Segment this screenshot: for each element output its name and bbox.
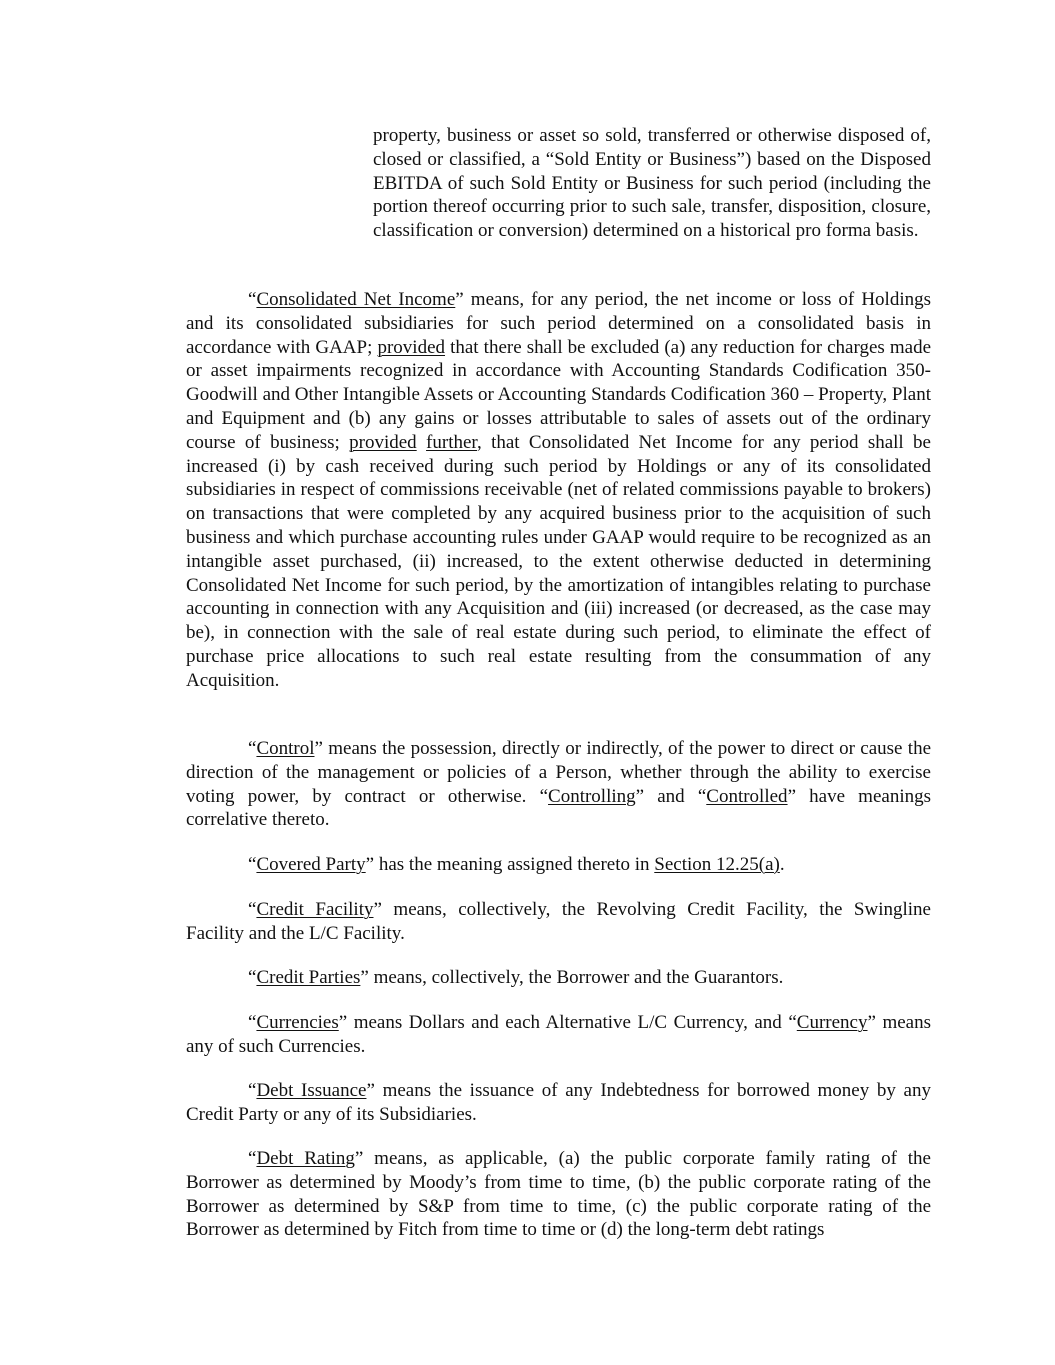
defined-term: Credit Facility: [256, 899, 374, 920]
emphasis-provided: provided: [349, 431, 417, 453]
definition-text: ” means any of such Currencies.: [186, 1012, 931, 1057]
open-quote: “: [248, 1012, 257, 1033]
open-quote: “: [248, 1080, 257, 1101]
open-quote: “: [248, 899, 257, 920]
defined-term: Control: [256, 738, 315, 759]
open-quote: “: [248, 967, 257, 988]
definition-text: ” means Dollars and each Alternative L/C Currency, and “: [338, 1012, 797, 1033]
defined-term: Consolidated Net Income: [256, 289, 456, 310]
continuation-paragraph: property, business or asset so sold, transferred or otherwise disposed of, closed or classified, a “Sold Entity or Business”) based on the Disposed EBITDA of such Sold Entity or Business for such period (including the portion thereof occurring prior to such sale, transfer, disposition, closure, classification or conversion) determined on a historical pro forma basis.: [373, 125, 931, 242]
definition-credit-facility: [186, 898, 931, 946]
definition-covered-party: [186, 853, 931, 877]
definition-debt-issuance: [186, 1079, 931, 1127]
definition-currencies: [186, 1011, 931, 1059]
definition-text: that there shall be excluded (a) any reduction for charges made or asset impairments recognized in accordance with Accounting Standards Codification 350-Goodwill and Other Intangible Assets or Accounting Standards Codification 360 – Property, Plant and Equipment and (b) any gains or losses attributable to sales of assets out of the ordinary course of business;: [186, 336, 932, 453]
definition-text: .: [779, 854, 785, 875]
definition-text: ” means the possession, directly or indirectly, of the power to direct or cause the direction of the management or policies of a Person, whether through the ability to exercise voting power, by contract or otherwise. “: [186, 738, 931, 807]
defined-term: Credit Parties: [256, 967, 361, 988]
section-reference: Section 12.25(a): [654, 854, 780, 875]
defined-term: Debt Issuance: [256, 1080, 367, 1101]
definition-consolidated-net-income: [186, 288, 931, 693]
definition-text: ” and “: [635, 785, 707, 807]
emphasis-provided: provided: [377, 336, 446, 358]
definition-text: ” means, for any period, the net income or loss of Holdings and its consolidated subsidiaries for such period determined on a consolidated basis in accordance with GAAP;: [186, 289, 931, 358]
definition-text: ” have meanings correlative thereto.: [186, 785, 931, 831]
definition-text: ” means, collectively, the Revolving Credit Facility, the Swingline Facility and the L/C Facility.: [186, 899, 931, 944]
definition-text: ” means the issuance of any Indebtedness for borrowed money by any Credit Party or any of its Subsidiaries.: [186, 1080, 931, 1125]
open-quote: “: [248, 1148, 257, 1169]
defined-term: Controlling: [548, 785, 636, 807]
definition-credit-parties: [186, 966, 931, 990]
defined-term: Currencies: [256, 1012, 339, 1033]
definition-text: ” means, collectively, the Borrower and the Guarantors.: [360, 967, 784, 988]
definition-text: , that Consolidated Net Income for any period shall be increased (i) by cash received during such period by Holdings or any of its consolidated subsidiaries in respect of commissions receivable (net of related commissions payable to brokers) on transactions that were completed by any acquired business prior to the acquisition of such business and which purchase accounting rules under GAAP would require to be recognized as an intangible asset purchased, (ii) increased, to the extent otherwise deducted in determining Consolidated Net Income for such period, by the amortization of intangibles relating to purchase accounting in connection with any Acquisition and (iii) increased (or decreased, as the case may be), in connection with the sale of real estate during such period, to eliminate the effect of purchase price allocations to such real estate resulting from the consummation of any Acquisition.: [186, 431, 931, 691]
definition-text: [417, 432, 426, 453]
emphasis-further: further: [426, 431, 477, 453]
definition-control: [186, 737, 931, 832]
open-quote: “: [248, 289, 257, 310]
definition-text: ” has the meaning assigned thereto in: [365, 854, 655, 875]
definition-debt-rating: [186, 1147, 931, 1242]
defined-term: Currency: [796, 1012, 868, 1033]
open-quote: “: [248, 854, 257, 875]
open-quote: “: [248, 738, 257, 759]
defined-term: Covered Party: [256, 854, 366, 875]
defined-term: Debt Rating: [256, 1148, 355, 1169]
definition-text: ” means, as applicable, (a) the public corporate family rating of the Borrower as determined by Moody’s from time to time, (b) the public corporate rating of the Borrower as determined by S&P from time to time, (c) the public corporate rating of the Borrower as determined by Fitch from time to time or (d) the long-term debt ratings: [186, 1148, 931, 1241]
defined-term: Controlled: [706, 785, 788, 807]
